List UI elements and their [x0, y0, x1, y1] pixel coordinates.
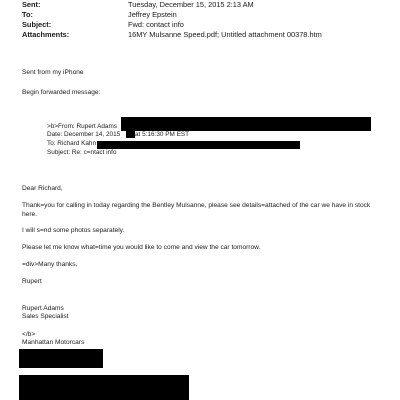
closing: =div>Many thanks,: [22, 261, 78, 268]
sent-value: Tuesday, December 15, 2015 2:13 AM: [128, 0, 254, 9]
subject-label: Subject:: [22, 20, 52, 29]
signoff-name: Rupert: [22, 278, 42, 285]
signature-title: Sales Specialist: [22, 313, 69, 320]
attachments-value: 16MY Mulsanne Speed.pdf; Untitled attachment 00378.htm: [128, 30, 322, 39]
redaction-date: [126, 131, 135, 138]
redaction-from-email: [121, 117, 371, 131]
signature-tag: </b>: [22, 331, 36, 338]
to-label: To:: [22, 10, 33, 19]
forwarded-to: To: Richard Kahn: [47, 140, 97, 147]
begin-forwarded: Begin forwarded message:: [22, 89, 101, 96]
signature-company: Manhattan Motorcars: [22, 339, 85, 346]
body-paragraph-1: Thank=you for calling in today regarding the Bentley Mulsanne, please see details=attached of the car we have in stock here.: [22, 202, 371, 219]
forwarded-date-part1: Date: December 14, 2015: [47, 131, 121, 138]
sent-from-iphone: Sent from my iPhone: [22, 69, 84, 76]
signature-name: Rupert Adams: [22, 305, 64, 312]
redaction-signature-details: [19, 375, 189, 400]
body-paragraph-3: Please let me know what=time you would like to come and view the car tomorrow.: [22, 244, 261, 251]
redaction-signature-contact: [19, 349, 103, 368]
to-value: Jeffrey Epstein: [128, 10, 177, 19]
forwarded-from: >b>From: Rupert Adams: [47, 123, 117, 130]
sent-label: Sent:: [22, 0, 41, 9]
attachments-label: Attachments:: [22, 30, 70, 39]
subject-value: Fwd: contact info: [128, 20, 184, 29]
redaction-to-email: [97, 141, 300, 149]
forwarded-subject: Subject: Re: c=ntact info: [47, 149, 117, 156]
body-paragraph-2: I will s=nd some photos separately.: [22, 227, 125, 234]
greeting: Dear Richard,: [22, 185, 63, 192]
forwarded-date-part2: at 5:16:30 PM EST: [135, 131, 189, 138]
